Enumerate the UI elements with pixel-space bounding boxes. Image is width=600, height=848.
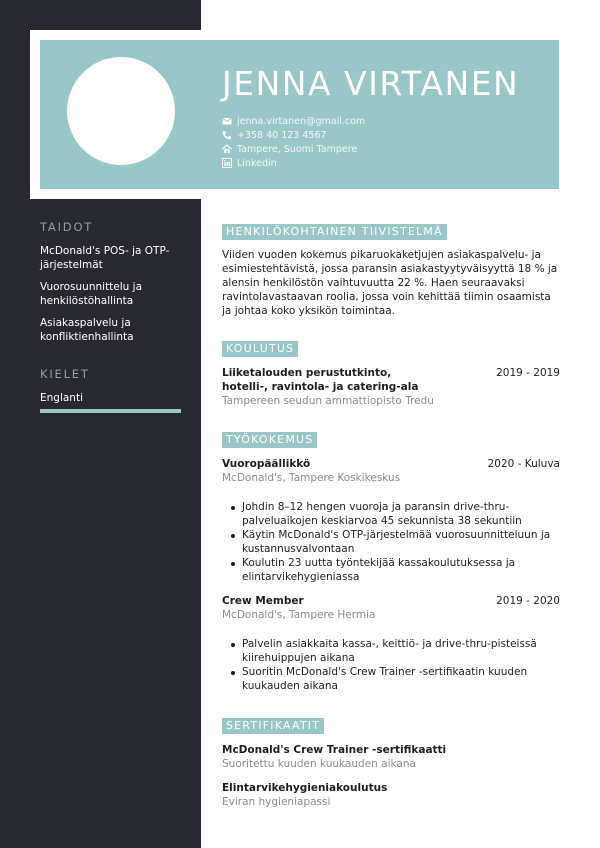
candidate-name: JENNA VIRTANEN — [222, 64, 520, 103]
education-entry — [222, 366, 560, 408]
job-bullets — [222, 637, 560, 693]
job-bullets — [222, 500, 560, 584]
certificate-title: Elintarvikehygieniakoulutus — [222, 782, 388, 794]
languages-heading: KIELET — [40, 367, 90, 381]
certificate-detail: Suoritettu kuuden kuukauden aikana — [222, 758, 416, 770]
certificate-title: McDonald's Crew Trainer -sertifikaatti — [222, 744, 447, 756]
education-heading: KOULUTUS — [222, 341, 298, 357]
education-school: Tampereen seudun ammattiopisto Tredu — [222, 395, 434, 407]
contact-email[interactable] — [222, 114, 365, 128]
skill-item: Vuorosuunnittelu ja henkilöstöhallinta — [40, 281, 143, 307]
envelope-icon — [222, 116, 232, 126]
contact-location-text: Tampere, Suomi Tampere — [237, 143, 358, 155]
language-item: Englanti — [40, 392, 83, 404]
skill-item: McDonald's POS- ja OTP-järjestelmät — [40, 245, 170, 271]
contact-phone-text: +358 40 123 4567 — [237, 129, 327, 141]
skill-item: Asiakaspalvelu ja konfliktienhallinta — [40, 317, 134, 343]
phone-icon — [222, 130, 232, 140]
skills-heading: TAIDOT — [40, 220, 94, 234]
experience-section — [222, 428, 560, 693]
certificate-detail: Eviran hygieniapassi — [222, 796, 331, 808]
bullet-item: Johdin 8–12 hengen vuoroja ja paransin drive-thru-palveluaikojen keskiarvoa 45 sekunnista 38 sekuntiin — [230, 500, 560, 528]
bullet-item: Koulutin 23 uutta työntekijää kassakoulutuksessa ja elintarvikehygieniassa — [230, 556, 560, 584]
job-company: McDonald's, Tampere Koskikeskus — [222, 472, 401, 484]
education-degree: Liiketalouden perustutkinto, hotelli-, ravintola- ja catering-ala — [222, 367, 419, 393]
contact-email-text: jenna.virtanen@gmail.com — [237, 115, 366, 127]
language-level-bar — [40, 409, 181, 413]
experience-entry — [222, 594, 560, 693]
contact-phone[interactable] — [222, 128, 365, 142]
summary-heading: HENKILÖKOHTAINEN TIIVISTELMÄ — [222, 224, 447, 240]
linkedin-icon — [222, 158, 232, 168]
job-title: Crew Member — [222, 595, 304, 607]
summary-section — [222, 220, 560, 318]
contact-location — [222, 142, 365, 156]
main-content — [222, 220, 560, 809]
sidebar-content — [40, 220, 182, 413]
experience-heading: TYÖKOKEMUS — [222, 432, 317, 448]
experience-entry — [222, 457, 560, 584]
bullet-item: Käytin McDonald's OTP-järjestelmää vuorosuunnitteluun ja kustannusvalvontaan — [230, 528, 560, 556]
certificate-entry — [222, 781, 560, 809]
contact-list — [222, 114, 365, 170]
job-dates: 2020 - Kuluva — [487, 458, 560, 470]
education-dates: 2019 - 2019 — [496, 367, 560, 379]
certificates-section — [222, 714, 560, 809]
job-company: McDonald's, Tampere Hermia — [222, 609, 376, 621]
contact-linkedin-text: Linkedin — [237, 157, 277, 169]
bullet-item: Suoritin McDonald's Crew Trainer -sertifikaatin kuuden kuukauden aikana — [230, 665, 560, 693]
certificate-entry — [222, 743, 560, 771]
job-dates: 2019 - 2020 — [496, 595, 560, 607]
job-title: Vuoropäällikkö — [222, 458, 311, 470]
education-section — [222, 337, 560, 408]
summary-text: Viiden vuoden kokemus pikaruokaketjujen asiakaspalvelu- ja esimiestehtävistä, jossa paransin asiakastyytyväisyyttä 18 % ja alensin henkilöstön vaihtuvuutta 22 %. Haen seuraavaksi ravintolavastaavan roolia, jossa voin kehittää tiimin osaamista ja johtaa koko yksikön toimintaa. — [222, 249, 558, 317]
avatar — [67, 57, 175, 165]
certificates-heading: SERTIFIKAATIT — [222, 718, 324, 734]
contact-linkedin[interactable] — [222, 156, 365, 170]
home-icon — [222, 144, 232, 154]
bullet-item: Palvelin asiakkaita kassa-, keittiö- ja drive-thru-pisteissä kiirehuippujen aikana — [230, 637, 560, 665]
